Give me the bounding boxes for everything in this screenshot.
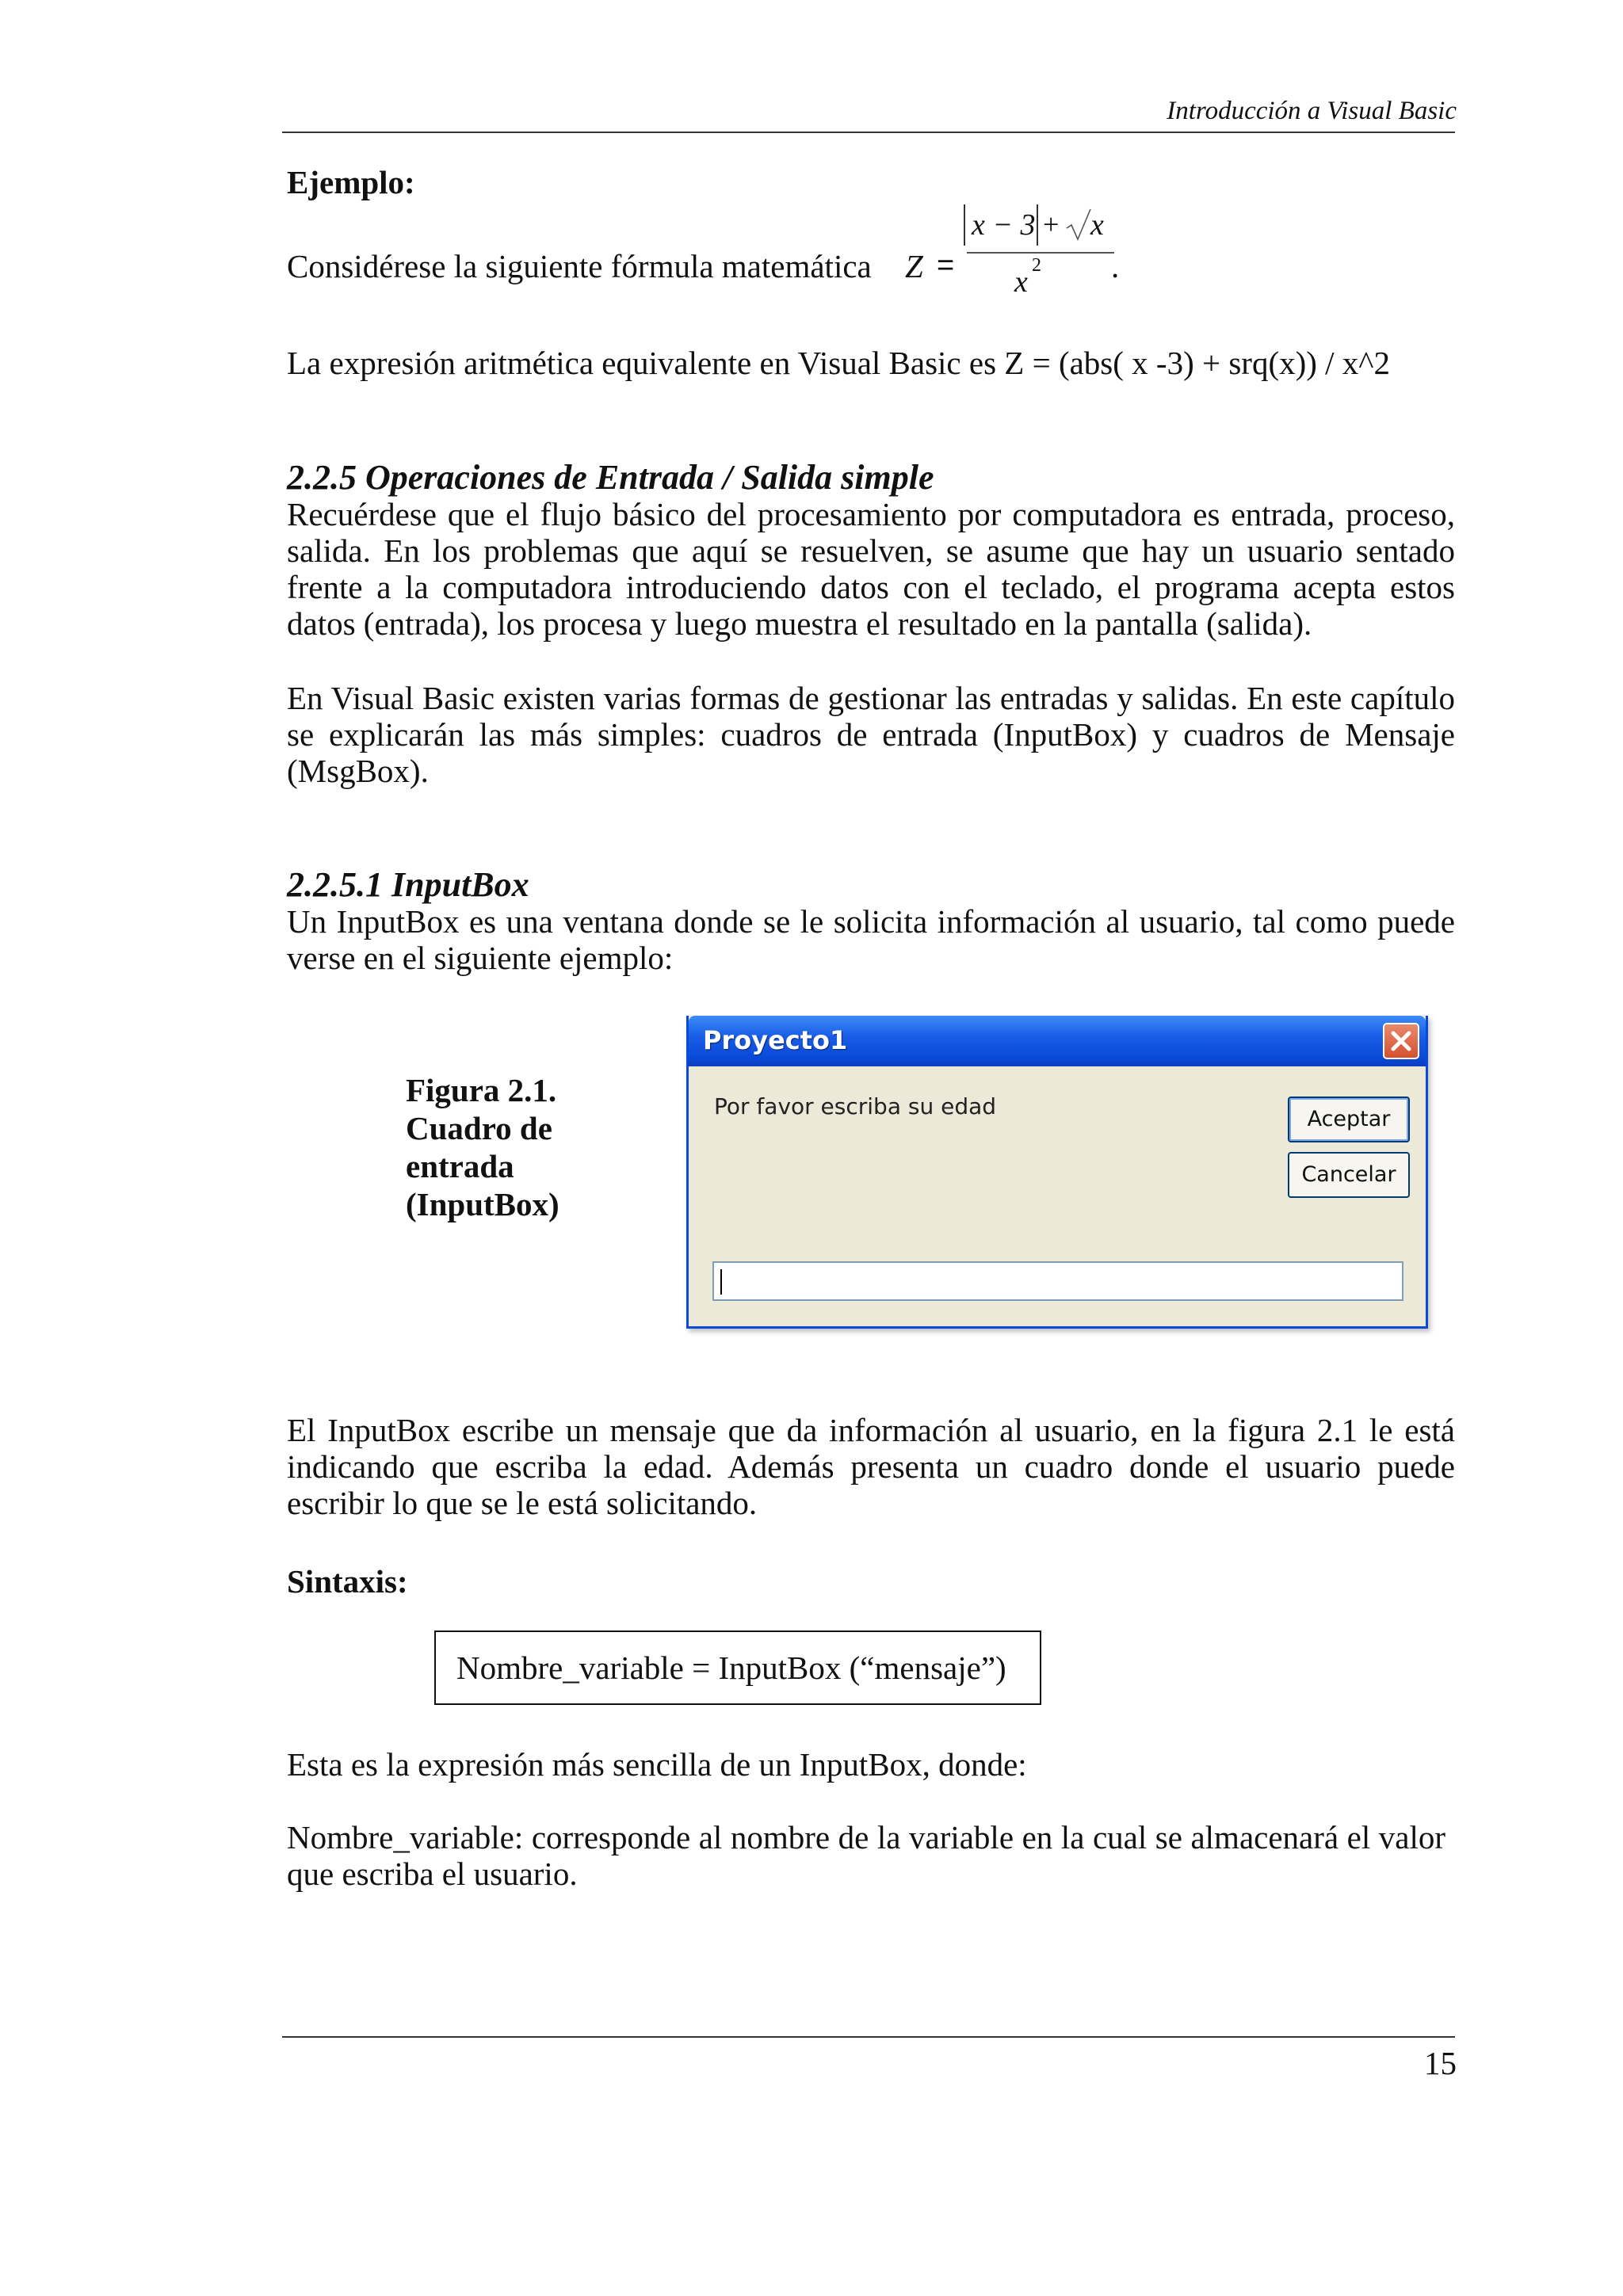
inputbox-dialog — [686, 1016, 1428, 1329]
formula-plus: + — [1043, 208, 1060, 240]
ok-button[interactable]: Aceptar — [1288, 1097, 1410, 1142]
syntax-heading: Sintaxis: — [287, 1563, 408, 1600]
formula-abs-term: x − 3 — [972, 208, 1036, 242]
text-caret — [720, 1269, 722, 1295]
figure-caption — [406, 1071, 559, 1223]
close-button[interactable] — [1383, 1023, 1419, 1059]
after-figure-para-3: Nombre_variable: corresponde al nombre de la variable en la cual se almacenará el valor que escriba el usuario. — [287, 1819, 1445, 1892]
abs-bar-left — [964, 204, 965, 246]
dialog-title: Proyecto1 — [703, 1025, 848, 1055]
header-rule — [282, 132, 1455, 133]
section-2-2-5-1-para-1: Un InputBox es una ventana donde se le solicita información al usuario, tal como puede verse en el siguiente ejemplo: — [287, 903, 1455, 976]
figure-caption-line: Figura 2.1. — [406, 1072, 557, 1108]
formula — [964, 204, 1186, 315]
vb-equivalent: La expresión aritmética equivalente en Visual Basic es Z = (abs( x -3) + srq(x)) / x^2 — [287, 345, 1391, 381]
formula-equals: = — [937, 249, 955, 282]
after-figure-para-1: El InputBox escribe un mensaje que da información al usuario, en la figura 2.1 le está indicando que escriba la edad. Además presenta un cuadro donde el usuario puede escribir lo que se le está solicitando. — [287, 1412, 1455, 1521]
dialog-titlebar[interactable] — [689, 1016, 1426, 1066]
formula-lhs: Z — [905, 248, 923, 284]
example-heading: Ejemplo: — [287, 164, 415, 200]
syntax-box: Nombre_variable = InputBox (“mensaje”) — [434, 1630, 1041, 1705]
after-figure-para-2: Esta es la expresión más sencilla de un InputBox, donde: — [287, 1746, 1027, 1783]
sqrt-sign-icon — [1065, 208, 1092, 242]
abs-bar-right — [1037, 204, 1038, 246]
page-number: 15 — [1424, 2045, 1457, 2081]
figure-caption-line: Cuadro de — [406, 1110, 552, 1146]
fraction-bar — [967, 252, 1114, 254]
footer-rule — [282, 2036, 1455, 2038]
close-icon — [1384, 1024, 1418, 1058]
section-heading-2-2-5-1: 2.2.5.1 InputBox — [287, 865, 529, 904]
figure-caption-line: (InputBox) — [406, 1186, 559, 1222]
formula-denominator: x — [1014, 265, 1028, 299]
figure-caption-line: entrada — [406, 1148, 514, 1184]
formula-intro: Considérese la siguiente fórmula matemática — [287, 248, 872, 284]
formula-period: . — [1111, 248, 1120, 284]
section-2-2-5-para-2: En Visual Basic existen varias formas de gestionar las entradas y salidas. En este capítulo se explicarán las más simples: cuadros de entrada (InputBox) y cuadros de Mensaje (MsgBox). — [287, 680, 1455, 789]
running-header: Introducción a Visual Basic — [1167, 97, 1457, 125]
formula-exponent: 2 — [1032, 255, 1041, 276]
dialog-text-input[interactable] — [712, 1261, 1403, 1301]
cancel-button[interactable]: Cancelar — [1288, 1152, 1410, 1198]
dialog-message: Por favor escriba su edad — [714, 1093, 997, 1119]
section-2-2-5-para-1: Recuérdese que el flujo básico del procesamiento por computadora es entrada, proceso, salida. En los problemas que aquí se resuelven, se asume que hay un usuario sentado frente a la computadora introduciendo datos con el teclado, el programa acepta estos datos (entrada), los procesa y luego muestra el resultado en la pantalla (salida). — [287, 496, 1455, 642]
formula-sqrt-term: x — [1090, 208, 1104, 242]
section-heading-2-2-5: 2.2.5 Operaciones de Entrada / Salida simple — [287, 458, 934, 497]
